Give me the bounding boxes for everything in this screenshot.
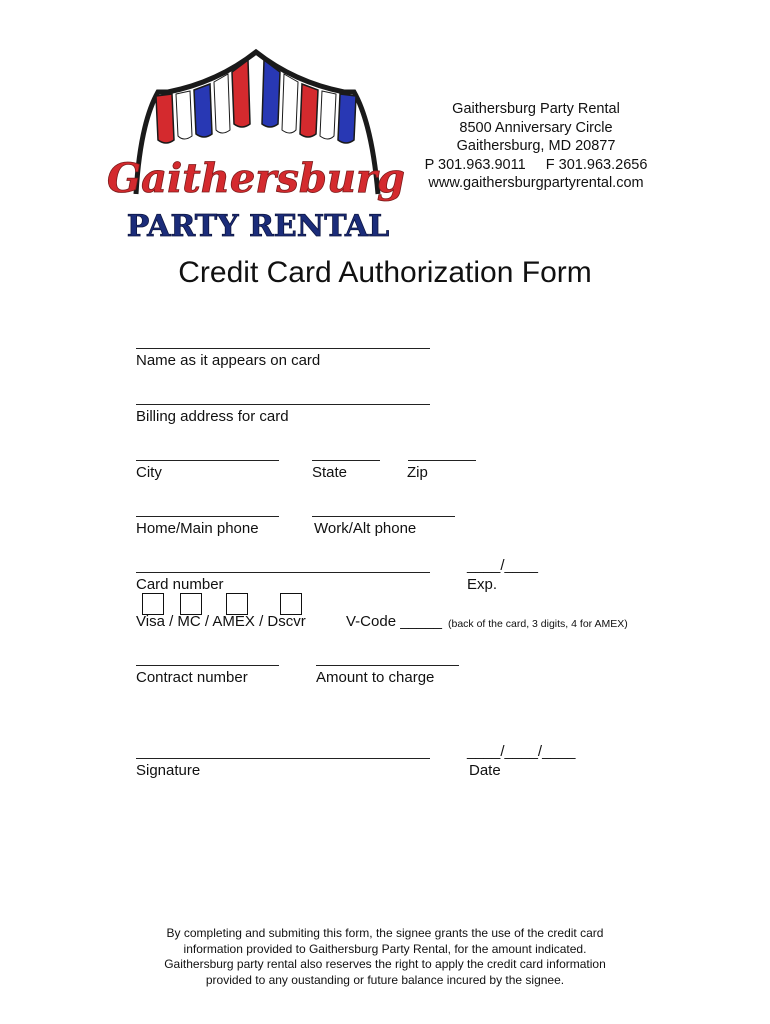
zip-label: Zip — [407, 464, 428, 481]
date-field[interactable]: ____/____/____ — [467, 743, 576, 760]
card-number-label: Card number — [136, 576, 224, 593]
disclaimer-line: provided to any oustanding or future balance incured by the signee. — [205, 972, 565, 987]
card-types-label: Visa / MC / AMEX / Dscvr — [136, 613, 306, 630]
disclaimer-line: Gaithersburg party rental also reserves the right to apply the credit card information — [164, 957, 606, 972]
company-address — [404, 100, 668, 193]
company-name: Gaithersburg Party Rental — [452, 101, 620, 117]
tent-logo-icon — [107, 44, 405, 244]
city-field-line[interactable] — [136, 460, 279, 461]
signature-field-line[interactable] — [136, 758, 430, 759]
name-label: Name as it appears on card — [136, 352, 321, 369]
home-phone-field-line[interactable] — [136, 516, 279, 517]
company-street: 8500 Anniversary Circle — [459, 119, 613, 136]
contract-number-label: Contract number — [136, 669, 248, 686]
visa-checkbox[interactable] — [142, 593, 164, 615]
state-field-line[interactable] — [312, 460, 380, 461]
disclaimer-line: By completing and submiting this form, the signee grants the use of the credit card — [166, 926, 604, 940]
amex-checkbox[interactable] — [226, 593, 248, 615]
date-label: Date — [469, 762, 501, 779]
exp-label: Exp. — [467, 576, 498, 593]
amount-label: Amount to charge — [316, 669, 435, 686]
billing-address-label: Billing address for card — [136, 408, 289, 425]
form-title: Credit Card Authorization Form — [178, 256, 592, 289]
company-website[interactable]: www.gaithersburgpartyrental.com — [428, 175, 644, 192]
billing-address-field-line[interactable] — [136, 404, 430, 405]
logo-name: Gaithersburg — [107, 155, 405, 202]
work-phone-field-line[interactable] — [312, 516, 455, 517]
contract-number-field-line[interactable] — [136, 665, 279, 666]
company-logo — [107, 44, 405, 244]
exp-field[interactable]: ____/____ — [467, 557, 538, 574]
discover-checkbox[interactable] — [280, 593, 302, 615]
disclaimer-line: information provided to Gaithersburg Party Rental, for the amount indicated. — [183, 941, 587, 956]
disclaimer — [130, 926, 640, 988]
amount-field-line[interactable] — [316, 665, 459, 666]
signature-label: Signature — [136, 762, 201, 779]
name-field-line[interactable] — [136, 348, 430, 349]
company-phone-fax: P 301.963.9011 F 301.963.2656 — [424, 156, 648, 173]
zip-field-line[interactable] — [408, 460, 476, 461]
logo-tagline: PARTY RENTAL — [126, 209, 390, 244]
state-label: State — [312, 464, 348, 481]
vcode-note: (back of the card, 3 digits, 4 for AMEX) — [448, 618, 628, 630]
company-city: Gaithersburg, MD 20877 — [456, 138, 616, 155]
vcode-field[interactable]: V-Code _____ — [346, 613, 442, 630]
city-label: City — [136, 464, 162, 481]
home-phone-label: Home/Main phone — [136, 520, 259, 537]
card-number-field-line[interactable] — [136, 572, 430, 573]
mc-checkbox[interactable] — [180, 593, 202, 615]
work-phone-label: Work/Alt phone — [314, 520, 417, 537]
